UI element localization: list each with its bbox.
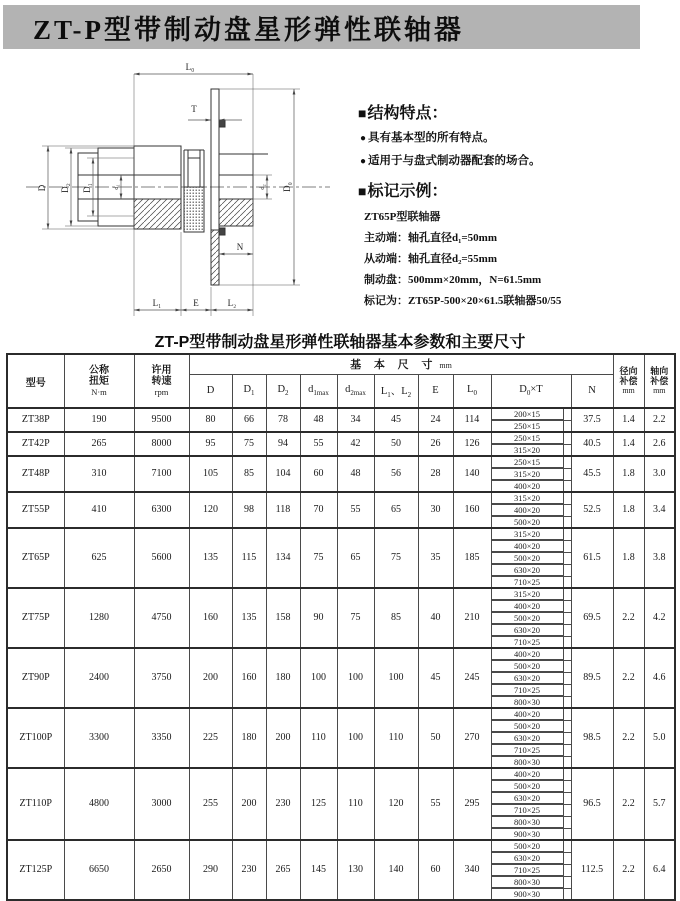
- cell-D2: 230: [266, 768, 300, 840]
- cell-d1max: 110: [300, 708, 337, 768]
- cell-radial: 2.2: [613, 588, 644, 648]
- cell-disc-size: 800×30: [491, 877, 571, 889]
- spec-row-ZT125P: [7, 840, 675, 853]
- cell-L1L2: 100: [374, 648, 418, 708]
- marking-line: 从动端：轴孔直径d₂=55mm: [364, 253, 498, 265]
- cell-speed: 7100: [134, 456, 189, 492]
- cell-radial: 2.2: [613, 708, 644, 768]
- cell-D2: 200: [266, 708, 300, 768]
- cell-D1: 200: [232, 768, 266, 840]
- cell-axial: 4.2: [644, 588, 675, 648]
- cell-N: 37.5: [571, 408, 613, 432]
- cell-d1max: 60: [300, 456, 337, 492]
- col-header-model: 型号: [7, 354, 64, 408]
- cell-radial: 1.8: [613, 492, 644, 528]
- cell-disc-size: 500×20: [491, 781, 571, 793]
- dim-label-L1: L₁: [152, 298, 162, 308]
- cell-disc-size: 800×30: [491, 697, 571, 709]
- cell-d1max: 70: [300, 492, 337, 528]
- col-header-dim: $D_2$: [266, 374, 300, 408]
- cell-L0: 210: [453, 588, 491, 648]
- cell-d1max: 48: [300, 408, 337, 432]
- cell-disc-size: 710×25: [491, 745, 571, 757]
- spec-row-ZT65P: [7, 528, 675, 541]
- dim-label-T: T: [191, 104, 197, 114]
- cell-disc-size: 500×20: [491, 553, 571, 565]
- cell-D1: 66: [232, 408, 266, 432]
- col-header-dim: $d_{1max}$: [300, 374, 337, 408]
- cell-L0: 295: [453, 768, 491, 840]
- dim-label-d1: d₁: [113, 184, 120, 190]
- cell-model: ZT100P: [7, 708, 64, 768]
- cell-disc-size: 800×30: [491, 757, 571, 769]
- cell-D: 135: [189, 528, 232, 588]
- cell-speed: 2650: [134, 840, 189, 900]
- cell-disc-size: 400×20: [491, 505, 571, 517]
- spec-row-ZT42P: [7, 432, 675, 445]
- dim-label-N: N: [236, 242, 244, 252]
- cell-speed: 4750: [134, 588, 189, 648]
- cell-L1L2: 50: [374, 432, 418, 456]
- cell-L1L2: 65: [374, 492, 418, 528]
- cell-E: 60: [418, 840, 453, 900]
- spec-table-body: [7, 408, 675, 900]
- cell-E: 26: [418, 432, 453, 456]
- cell-disc-size: 800×30: [491, 817, 571, 829]
- cell-radial: 2.2: [613, 648, 644, 708]
- cell-speed: 8000: [134, 432, 189, 456]
- cell-N: 69.5: [571, 588, 613, 648]
- cell-D2: 265: [266, 840, 300, 900]
- cell-L1L2: 45: [374, 408, 418, 432]
- dim-label-d2: d₂: [259, 184, 266, 190]
- cell-disc-size: 630×20: [491, 853, 571, 865]
- col-header-dim: N: [571, 374, 613, 408]
- cell-D2: 104: [266, 456, 300, 492]
- dimension-lines: [42, 74, 300, 316]
- spec-row-ZT75P: [7, 588, 675, 601]
- col-header-dim: $L_1$、$L_2$: [374, 374, 418, 408]
- cell-torque: 265: [64, 432, 134, 456]
- marking-line: 主动端：轴孔直径d₁=50mm: [364, 232, 498, 244]
- dim-label-D: D: [37, 184, 47, 192]
- cell-d1max: 145: [300, 840, 337, 900]
- cell-D2: 78: [266, 408, 300, 432]
- cell-torque: 1280: [64, 588, 134, 648]
- spec-row-ZT110P: [7, 768, 675, 781]
- cell-disc-size: 630×20: [491, 793, 571, 805]
- cell-torque: 410: [64, 492, 134, 528]
- spec-row-ZT38P: [7, 408, 675, 421]
- cell-disc-size: 500×20: [491, 721, 571, 733]
- spec-table: [6, 353, 676, 901]
- cell-model: ZT42P: [7, 432, 64, 456]
- cell-E: 28: [418, 456, 453, 492]
- cell-disc-size: 710×25: [491, 865, 571, 877]
- marking-line: 标记为：ZT65P-500×20×61.5联轴器50/55: [364, 295, 562, 307]
- cell-radial: 1.8: [613, 528, 644, 588]
- cell-disc-size: 400×20: [491, 768, 571, 781]
- cell-disc-size: 630×20: [491, 673, 571, 685]
- cell-D: 200: [189, 648, 232, 708]
- cell-d1max: 75: [300, 528, 337, 588]
- cell-D1: 75: [232, 432, 266, 456]
- cell-axial: 3.0: [644, 456, 675, 492]
- col-header-basic-dims: 基 本 尺 寸 mm: [189, 354, 613, 374]
- cell-disc-size: 315×20: [491, 469, 571, 481]
- col-header-dim: $L_0$: [453, 374, 491, 408]
- cell-D: 290: [189, 840, 232, 900]
- cell-D1: 85: [232, 456, 266, 492]
- cell-disc-size: 200×15: [491, 408, 571, 421]
- spec-row-ZT48P: [7, 456, 675, 469]
- cell-D2: 158: [266, 588, 300, 648]
- cell-torque: 2400: [64, 648, 134, 708]
- cell-d2max: 100: [337, 648, 374, 708]
- cell-L0: 245: [453, 648, 491, 708]
- cell-d2max: 130: [337, 840, 374, 900]
- cell-D1: 135: [232, 588, 266, 648]
- cell-d2max: 55: [337, 492, 374, 528]
- dim-label-D0: D₀: [282, 182, 292, 192]
- cell-D: 80: [189, 408, 232, 432]
- dim-label-E: E: [193, 298, 199, 308]
- marking-line: ZT65P型联轴器: [364, 211, 441, 223]
- cell-disc-size: 250×15: [491, 456, 571, 469]
- bolt-icon: [219, 228, 225, 235]
- title-banner: [3, 5, 640, 49]
- cell-speed: 3350: [134, 708, 189, 768]
- cell-d2max: 100: [337, 708, 374, 768]
- cell-axial: 2.6: [644, 432, 675, 456]
- cell-E: 55: [418, 768, 453, 840]
- cell-d2max: 110: [337, 768, 374, 840]
- dim-label-L0: L₀: [185, 62, 195, 72]
- cell-radial: 2.2: [613, 768, 644, 840]
- dim-label-D1: D₁: [82, 183, 92, 193]
- cell-axial: 4.6: [644, 648, 675, 708]
- cell-model: ZT48P: [7, 456, 64, 492]
- col-header-dim: D: [189, 374, 232, 408]
- cell-D2: 180: [266, 648, 300, 708]
- cell-disc-size: 710×25: [491, 577, 571, 589]
- cell-D: 120: [189, 492, 232, 528]
- col-header-radial: 径向 补偿 mm: [613, 354, 644, 408]
- cell-speed: 6300: [134, 492, 189, 528]
- cell-E: 45: [418, 648, 453, 708]
- cell-d1max: 90: [300, 588, 337, 648]
- cell-speed: 5600: [134, 528, 189, 588]
- cell-model: ZT125P: [7, 840, 64, 900]
- cell-d2max: 65: [337, 528, 374, 588]
- cell-D2: 94: [266, 432, 300, 456]
- cell-disc-size: 400×20: [491, 648, 571, 661]
- cell-L0: 114: [453, 408, 491, 432]
- cell-disc-size: 500×20: [491, 661, 571, 673]
- square-marker-icon: ■: [358, 105, 367, 121]
- cell-L1L2: 120: [374, 768, 418, 840]
- cell-N: 45.5: [571, 456, 613, 492]
- cell-L0: 160: [453, 492, 491, 528]
- col-header-speed: 许用 转速 rpm: [134, 354, 189, 408]
- cell-torque: 3300: [64, 708, 134, 768]
- cell-axial: 6.4: [644, 840, 675, 900]
- cell-L0: 140: [453, 456, 491, 492]
- features-heading: ■结构特点：: [358, 105, 448, 122]
- table-title: ZT-P型带制动盘星形弹性联轴器基本参数和主要尺寸: [154, 334, 526, 351]
- cell-d2max: 34: [337, 408, 374, 432]
- cell-E: 35: [418, 528, 453, 588]
- cell-d2max: 48: [337, 456, 374, 492]
- cell-d1max: 55: [300, 432, 337, 456]
- cell-speed: 3750: [134, 648, 189, 708]
- cell-speed: 3000: [134, 768, 189, 840]
- cell-L1L2: 140: [374, 840, 418, 900]
- col-header-axial: 轴向 补偿 mm: [644, 354, 675, 408]
- cell-disc-size: 315×20: [491, 528, 571, 541]
- spec-table-header: [7, 354, 675, 408]
- cell-E: 24: [418, 408, 453, 432]
- cell-N: 40.5: [571, 432, 613, 456]
- cell-axial: 3.8: [644, 528, 675, 588]
- cell-axial: 2.2: [644, 408, 675, 432]
- info-panel: [358, 100, 676, 312]
- cell-disc-size: 250×15: [491, 432, 571, 445]
- col-header-dim: $D_1$: [232, 374, 266, 408]
- cell-N: 96.5: [571, 768, 613, 840]
- cell-disc-size: 630×20: [491, 733, 571, 745]
- cell-D: 255: [189, 768, 232, 840]
- cell-disc-size: 710×25: [491, 685, 571, 697]
- cell-disc-size: 710×25: [491, 637, 571, 649]
- cell-radial: 1.4: [613, 408, 644, 432]
- cell-disc-size: 900×30: [491, 829, 571, 841]
- cell-N: 112.5: [571, 840, 613, 900]
- cell-L1L2: 75: [374, 528, 418, 588]
- cell-torque: 190: [64, 408, 134, 432]
- dim-label-L2: L₂: [227, 298, 237, 308]
- bullet-icon: ●: [360, 156, 367, 167]
- cell-disc-size: 900×30: [491, 889, 571, 901]
- cell-disc-size: 710×25: [491, 805, 571, 817]
- cell-L0: 270: [453, 708, 491, 768]
- cell-D: 160: [189, 588, 232, 648]
- cell-N: 52.5: [571, 492, 613, 528]
- cell-D1: 160: [232, 648, 266, 708]
- cell-E: 30: [418, 492, 453, 528]
- cell-disc-size: 630×20: [491, 565, 571, 577]
- cell-L0: 185: [453, 528, 491, 588]
- cell-L1L2: 110: [374, 708, 418, 768]
- cell-D1: 115: [232, 528, 266, 588]
- cell-D1: 180: [232, 708, 266, 768]
- cell-L0: 340: [453, 840, 491, 900]
- cell-d1max: 100: [300, 648, 337, 708]
- cell-model: ZT90P: [7, 648, 64, 708]
- cell-radial: 1.4: [613, 432, 644, 456]
- cell-axial: 5.0: [644, 708, 675, 768]
- cell-L1L2: 85: [374, 588, 418, 648]
- cell-d1max: 125: [300, 768, 337, 840]
- cell-torque: 4800: [64, 768, 134, 840]
- cell-D: 105: [189, 456, 232, 492]
- cell-model: ZT110P: [7, 768, 64, 840]
- cell-model: ZT65P: [7, 528, 64, 588]
- spec-row-ZT100P: [7, 708, 675, 721]
- col-header-dim: $D_0\times T$: [491, 374, 571, 408]
- marking-heading: ■标记示例：: [358, 183, 448, 200]
- cell-disc-size: 500×20: [491, 840, 571, 853]
- cell-model: ZT55P: [7, 492, 64, 528]
- cell-disc-size: 400×20: [491, 541, 571, 553]
- spec-row-ZT55P: [7, 492, 675, 505]
- cell-model: ZT38P: [7, 408, 64, 432]
- cell-axial: 3.4: [644, 492, 675, 528]
- cell-E: 50: [418, 708, 453, 768]
- cell-radial: 1.8: [613, 456, 644, 492]
- cell-L0: 126: [453, 432, 491, 456]
- cell-d2max: 75: [337, 588, 374, 648]
- cell-disc-size: 630×20: [491, 625, 571, 637]
- cell-model: ZT75P: [7, 588, 64, 648]
- bolt-icon: [219, 120, 225, 127]
- cell-disc-size: 400×20: [491, 481, 571, 493]
- cell-disc-size: 315×20: [491, 492, 571, 505]
- cell-E: 40: [418, 588, 453, 648]
- cell-disc-size: 500×20: [491, 613, 571, 625]
- cell-D1: 98: [232, 492, 266, 528]
- cell-disc-size: 250×15: [491, 421, 571, 433]
- cell-D: 95: [189, 432, 232, 456]
- cell-torque: 6650: [64, 840, 134, 900]
- col-header-dim: $d_{2max}$: [337, 374, 374, 408]
- col-header-dim: E: [418, 374, 453, 408]
- cell-D: 225: [189, 708, 232, 768]
- dim-label-D2: D₂: [60, 183, 70, 193]
- cell-D2: 118: [266, 492, 300, 528]
- cell-torque: 625: [64, 528, 134, 588]
- cell-torque: 310: [64, 456, 134, 492]
- cell-disc-size: 500×20: [491, 517, 571, 529]
- cell-radial: 2.2: [613, 840, 644, 900]
- cell-disc-size: 400×20: [491, 601, 571, 613]
- cell-D2: 134: [266, 528, 300, 588]
- cell-disc-size: 315×20: [491, 445, 571, 457]
- cell-disc-size: 400×20: [491, 708, 571, 721]
- bullet-icon: ●: [360, 133, 367, 144]
- cell-N: 98.5: [571, 708, 613, 768]
- cell-axial: 5.7: [644, 768, 675, 840]
- cell-D1: 230: [232, 840, 266, 900]
- coupling-cross-section-drawing: [18, 54, 350, 328]
- feature-item: ● 具有基本型的所有特点。: [360, 132, 495, 144]
- col-header-torque: 公称 扭矩 N·m: [64, 354, 134, 408]
- cell-N: 89.5: [571, 648, 613, 708]
- cell-L1L2: 56: [374, 456, 418, 492]
- marking-line: 制动盘：500mm×20mm，N=61.5mm: [364, 274, 542, 286]
- header-row-groups: [7, 354, 675, 374]
- cell-speed: 9500: [134, 408, 189, 432]
- spec-row-ZT90P: [7, 648, 675, 661]
- cell-disc-size: 315×20: [491, 588, 571, 601]
- page-title: ZT-P型带制动盘星形弹性联轴器: [33, 14, 465, 45]
- cell-d2max: 42: [337, 432, 374, 456]
- square-marker-icon: ■: [358, 183, 367, 199]
- cell-N: 61.5: [571, 528, 613, 588]
- feature-item: ● 适用于与盘式制动器配套的场合。: [360, 155, 541, 167]
